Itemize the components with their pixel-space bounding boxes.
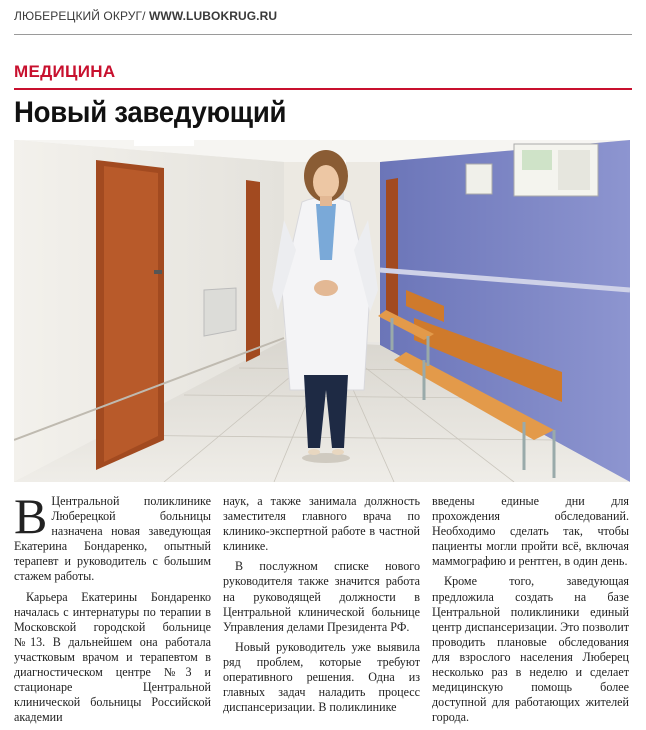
article-body xyxy=(14,488,630,730)
article-paragraph: наук, а также занимала должность заместителя главного врача по клинико-экспертной работе в частной клинике. xyxy=(223,494,420,554)
region-name: ЛЮБЕРЕЦКИЙ ОКРУГ/ xyxy=(14,9,149,23)
article-headline: Новый заведующий xyxy=(14,96,287,129)
paragraph-text: Центральной поликлинике Люберецкой больницы назначена новая заведующая Екатерина Бондаренко, опытный терапевт и руководитель с большим стажем работы. xyxy=(14,494,211,584)
article-paragraph: Новый руководитель уже выявила ряд проблем, которые требуют оперативного решения. Одна из главных задач наладить процесс диспансеризации. В поликлинике xyxy=(223,639,420,715)
hospital-corridor-doctor-photo xyxy=(14,140,630,482)
header-divider xyxy=(14,34,632,35)
article-paragraph: введены единые дни для прохождения обследований. Необходимо сделать так, чтобы пациенты могли пройти всё, включая маммографию и рентген, в один день. xyxy=(432,494,629,569)
article-paragraph xyxy=(14,488,211,585)
site-url: WWW.LUBOKRUG.RU xyxy=(149,9,278,23)
article-paragraph: Карьера Екатерины Бондаренко началась с интернатуры по терапии в Московской городской больнице №13. В дальнейшем она работала участковым врачом и терапевтом в диагностическом центре №3 и стационаре Центральной клинической больницы Российской академии xyxy=(14,589,211,725)
article-column-3 xyxy=(432,494,629,730)
article-paragraph: В послужном списке нового руководителя также значится работа на руководящей должности в Центральной клинической больнице Управления делами Президента РФ. xyxy=(223,559,420,634)
article-column-2 xyxy=(223,494,420,730)
running-header xyxy=(14,9,277,23)
section-divider xyxy=(14,88,632,90)
article-paragraph: Кроме того, заведующая предложила создать на базе Центральной поликлиники единый центр диспансеризации. Это позволит проводить плановые обследования для взрослого населения Люберец несколько раз в неделю и сделает медицинскую помощь более доступной для работающих жителей города. xyxy=(432,574,629,725)
drop-cap: В xyxy=(14,488,48,544)
article-column-1 xyxy=(14,488,211,730)
section-label: МЕДИЦИНА xyxy=(14,62,116,81)
